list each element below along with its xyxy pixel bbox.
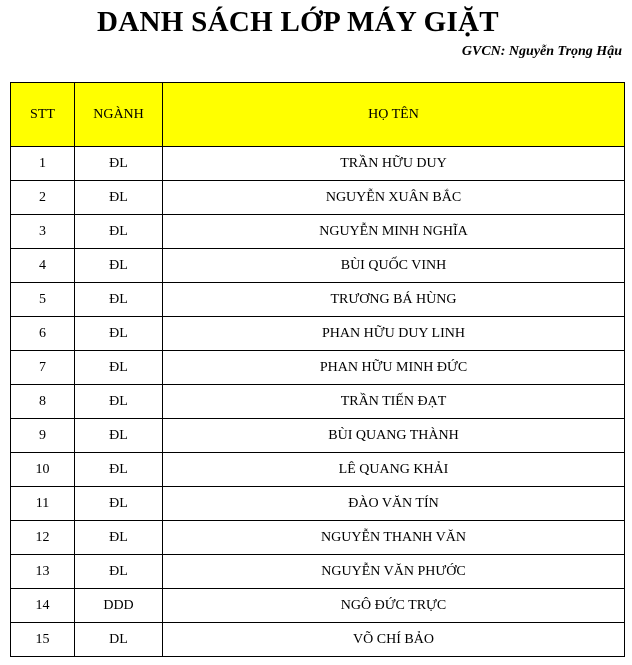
table-body — [11, 147, 625, 657]
cell-nganh: ĐL — [75, 283, 163, 317]
cell-ho-ten: NGÔ ĐỨC TRỰC — [163, 589, 625, 623]
cell-stt: 8 — [11, 385, 75, 419]
cell-nganh: ĐL — [75, 555, 163, 589]
table-row — [11, 351, 625, 385]
cell-stt: 9 — [11, 419, 75, 453]
cell-nganh: DDD — [75, 589, 163, 623]
cell-stt: 14 — [11, 589, 75, 623]
table-row — [11, 249, 625, 283]
table-row — [11, 453, 625, 487]
cell-stt: 2 — [11, 181, 75, 215]
column-header-nganh: NGÀNH — [75, 83, 163, 147]
table-header-row — [11, 83, 625, 147]
table-row — [11, 555, 625, 589]
cell-ho-ten: ĐÀO VĂN TÍN — [163, 487, 625, 521]
cell-stt: 1 — [11, 147, 75, 181]
table-row — [11, 521, 625, 555]
page-title: DANH SÁCH LỚP MÁY GIẶT — [97, 6, 499, 38]
cell-stt: 10 — [11, 453, 75, 487]
cell-stt: 13 — [11, 555, 75, 589]
table-row — [11, 623, 625, 657]
cell-stt: 15 — [11, 623, 75, 657]
cell-nganh: ĐL — [75, 351, 163, 385]
cell-nganh: DL — [75, 623, 163, 657]
cell-ho-ten: LÊ QUANG KHẢI — [163, 453, 625, 487]
cell-nganh: ĐL — [75, 521, 163, 555]
cell-nganh: ĐL — [75, 487, 163, 521]
cell-nganh: ĐL — [75, 317, 163, 351]
cell-ho-ten: PHAN HỮU MINH ĐỨC — [163, 351, 625, 385]
cell-ho-ten: NGUYỄN THANH VĂN — [163, 521, 625, 555]
cell-nganh: ĐL — [75, 249, 163, 283]
cell-nganh: ĐL — [75, 181, 163, 215]
cell-nganh: ĐL — [75, 385, 163, 419]
cell-stt: 7 — [11, 351, 75, 385]
cell-ho-ten: PHAN HỮU DUY LINH — [163, 317, 625, 351]
cell-ho-ten: VÕ CHÍ BẢO — [163, 623, 625, 657]
cell-stt: 12 — [11, 521, 75, 555]
cell-stt: 11 — [11, 487, 75, 521]
table-row — [11, 589, 625, 623]
cell-nganh: ĐL — [75, 453, 163, 487]
cell-stt: 3 — [11, 215, 75, 249]
cell-ho-ten: BÙI QUANG THÀNH — [163, 419, 625, 453]
column-header-ho-ten: HỌ TÊN — [163, 83, 625, 147]
table-row — [11, 317, 625, 351]
table-row — [11, 419, 625, 453]
table-row — [11, 181, 625, 215]
homeroom-teacher: GVCN: Nguyễn Trọng Hậu — [461, 44, 622, 59]
cell-ho-ten: NGUYỄN VĂN PHƯỚC — [163, 555, 625, 589]
class-list-table — [10, 82, 625, 657]
cell-nganh: ĐL — [75, 419, 163, 453]
table-row — [11, 147, 625, 181]
cell-stt: 5 — [11, 283, 75, 317]
table-row — [11, 385, 625, 419]
cell-ho-ten: BÙI QUỐC VINH — [163, 249, 625, 283]
table-row — [11, 487, 625, 521]
table-row — [11, 215, 625, 249]
cell-stt: 6 — [11, 317, 75, 351]
cell-stt: 4 — [11, 249, 75, 283]
column-header-stt: STT — [11, 83, 75, 147]
cell-ho-ten: TRƯƠNG BÁ HÙNG — [163, 283, 625, 317]
cell-ho-ten: NGUYỄN XUÂN BẮC — [163, 181, 625, 215]
cell-nganh: ĐL — [75, 147, 163, 181]
cell-nganh: ĐL — [75, 215, 163, 249]
cell-ho-ten: NGUYỄN MINH NGHĨA — [163, 215, 625, 249]
cell-ho-ten: TRẦN HỮU DUY — [163, 147, 625, 181]
cell-ho-ten: TRẦN TIẾN ĐẠT — [163, 385, 625, 419]
table-row — [11, 283, 625, 317]
